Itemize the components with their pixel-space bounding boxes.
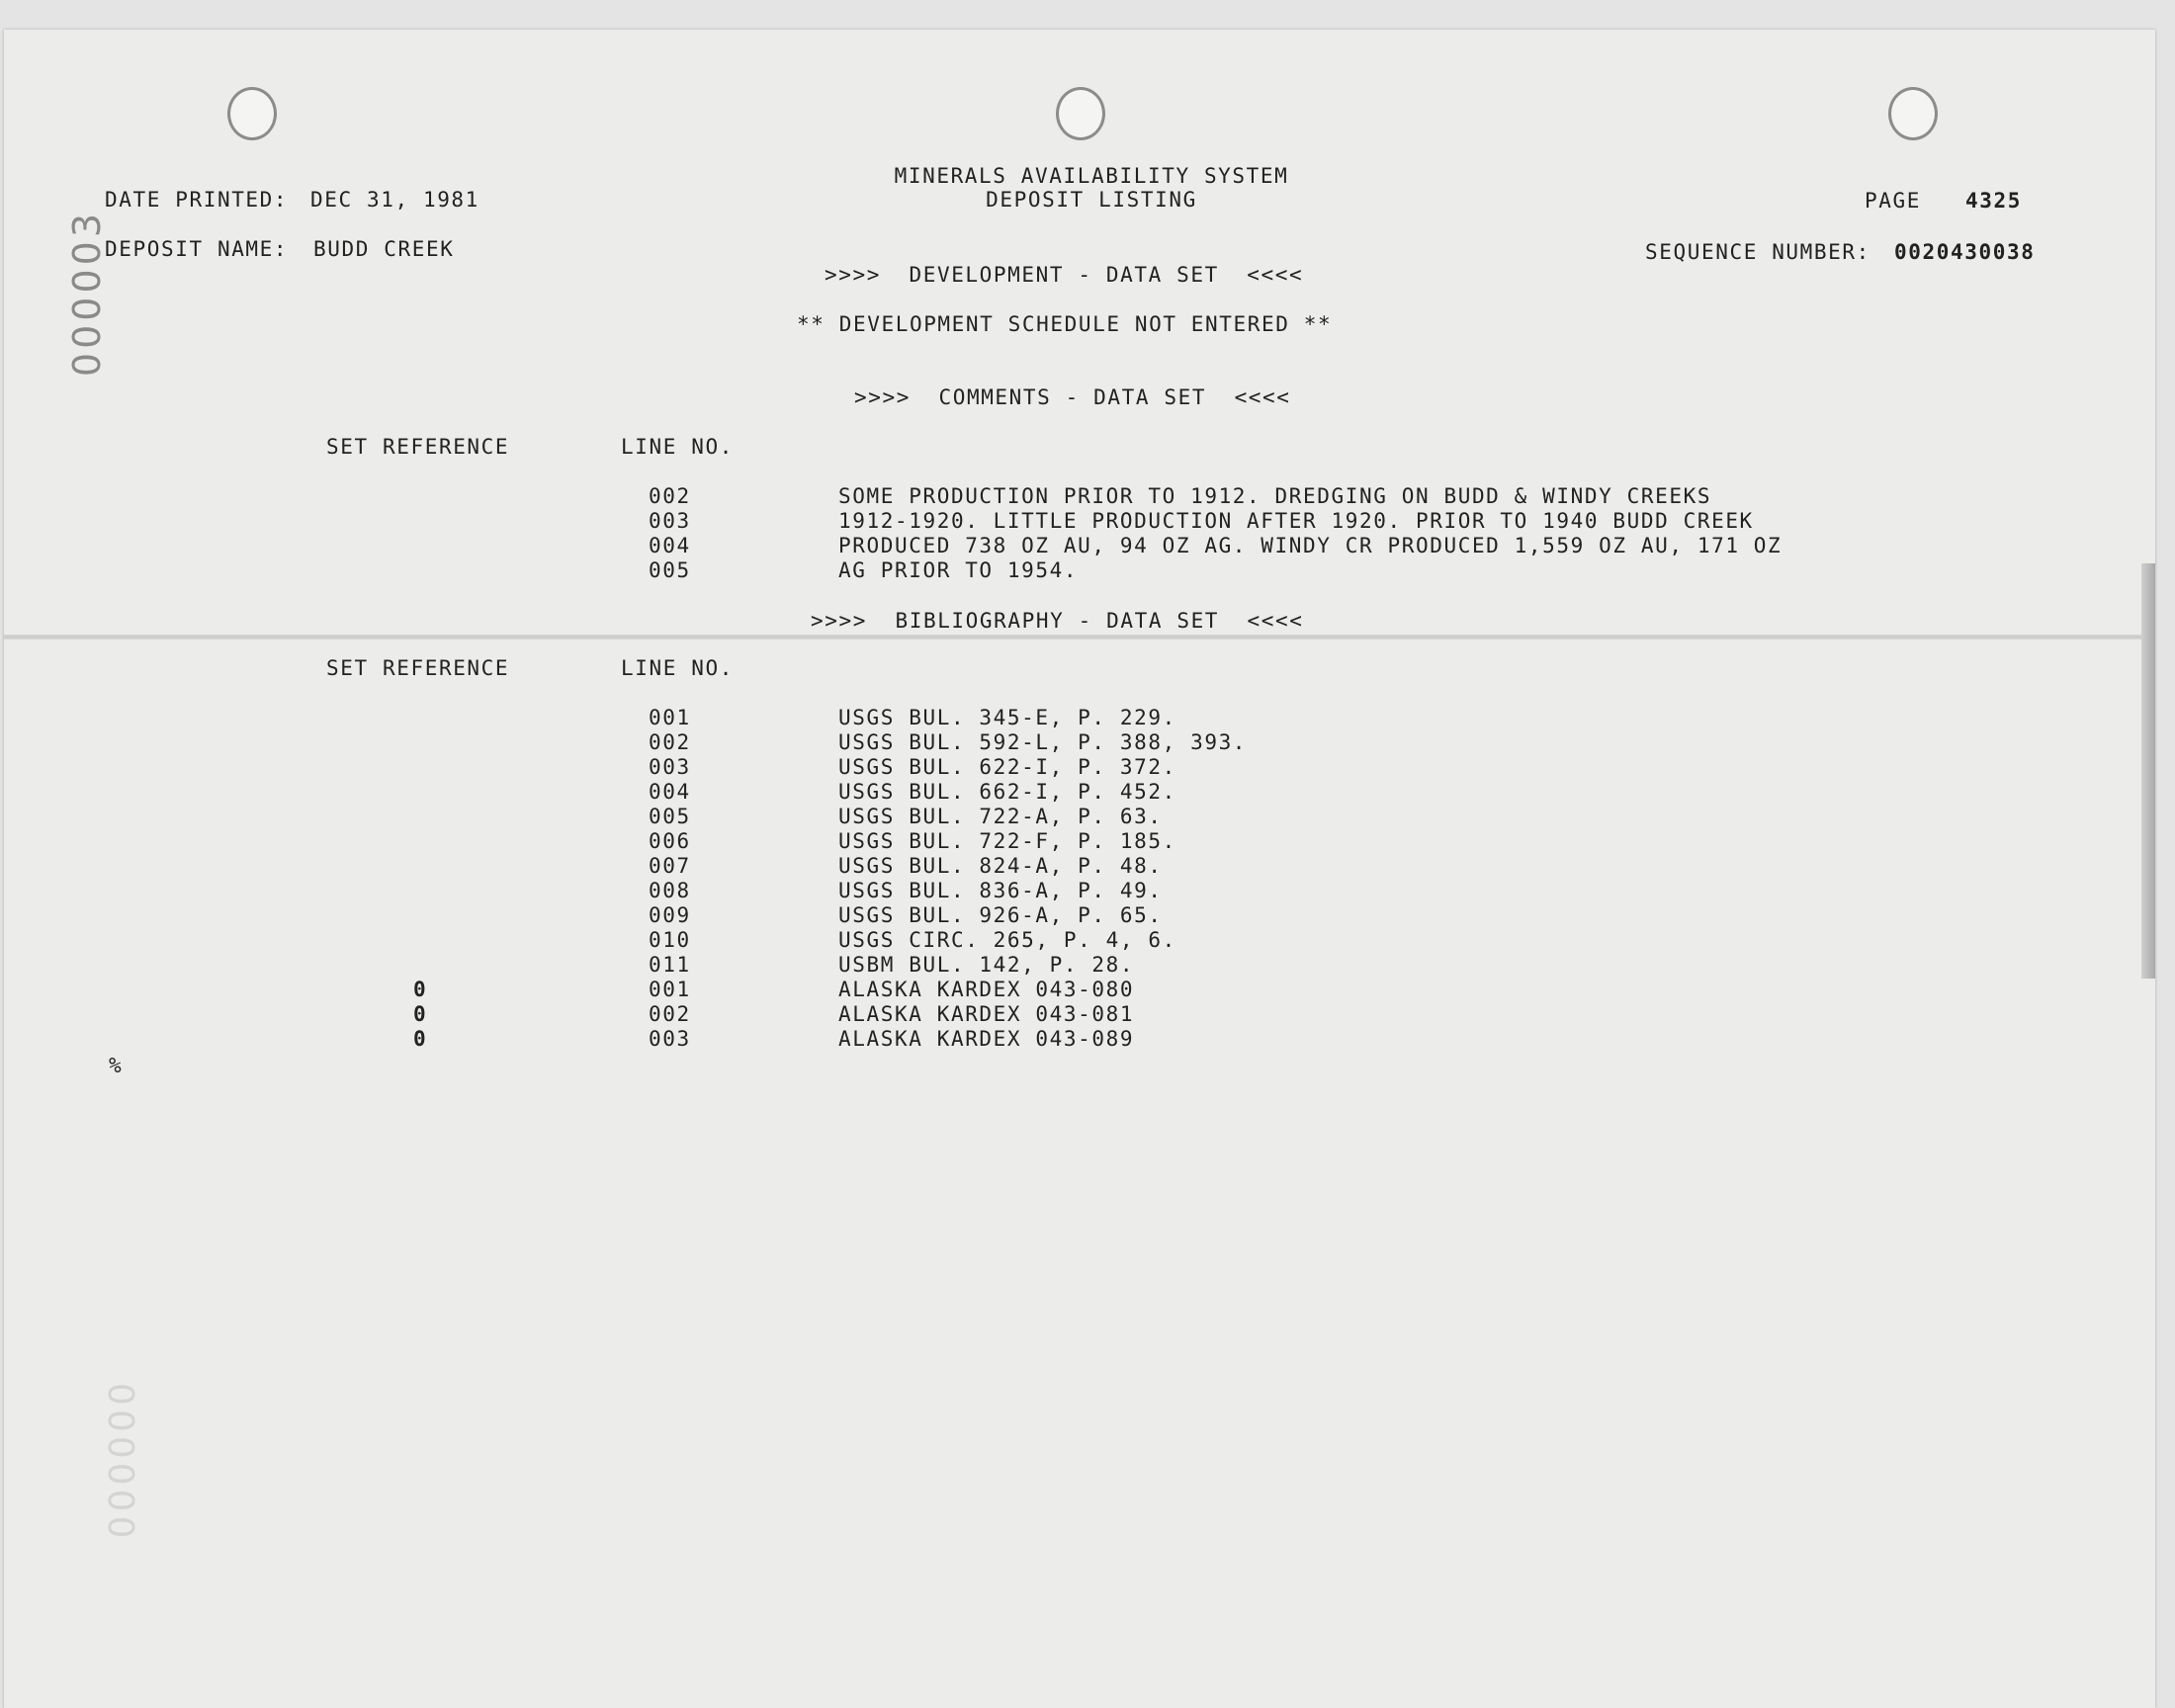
listing-title: DEPOSIT LISTING xyxy=(986,188,1197,212)
comments-col-line-no: LINE NO. xyxy=(621,435,734,459)
deposit-name-label: DEPOSIT NAME: xyxy=(105,237,289,261)
row-line-no: 009 xyxy=(649,903,691,927)
row-line-no: 002 xyxy=(649,1002,691,1026)
table-row xyxy=(4,780,2080,805)
row-line-no: 004 xyxy=(649,534,691,557)
row-line-no: 002 xyxy=(649,484,691,508)
row-text: USGS BUL. 592-L, P. 388, 393. xyxy=(838,730,1248,754)
comments-col-set-reference: SET REFERENCE xyxy=(326,435,510,459)
bibliography-heading: >>>> BIBLIOGRAPHY - DATA SET <<<< xyxy=(811,609,1304,633)
row-line-no: 002 xyxy=(649,730,691,754)
row-text: USGS BUL. 926-A, P. 65. xyxy=(838,903,1163,927)
row-text: USGS BUL. 622-I, P. 372. xyxy=(838,755,1176,779)
row-line-no: 003 xyxy=(649,509,691,533)
row-line-no: 008 xyxy=(649,879,691,902)
row-line-no: 003 xyxy=(649,1027,691,1051)
row-line-no: 006 xyxy=(649,829,691,853)
table-row xyxy=(4,484,2080,509)
row-line-no: 007 xyxy=(649,854,691,878)
table-row xyxy=(4,903,2080,928)
row-text: AG PRIOR TO 1954. xyxy=(838,558,1079,582)
bibliography-col-set-reference: SET REFERENCE xyxy=(326,656,510,680)
date-printed-value: DEC 31, 1981 xyxy=(310,188,479,212)
row-set-reference: 0 xyxy=(413,978,428,1001)
row-text: USGS BUL. 836-A, P. 49. xyxy=(838,879,1163,902)
table-row xyxy=(4,706,2080,730)
row-text: ALASKA KARDEX 043-080 xyxy=(838,978,1135,1001)
table-row xyxy=(4,805,2080,829)
punch-hole-left xyxy=(227,87,277,140)
sheet-edge-shadow xyxy=(2141,563,2155,979)
table-row xyxy=(4,978,2080,1002)
table-row xyxy=(4,928,2080,953)
development-note: ** DEVELOPMENT SCHEDULE NOT ENTERED ** xyxy=(797,312,1333,336)
row-line-no: 010 xyxy=(649,928,691,952)
row-text: PRODUCED 738 OZ AU, 94 OZ AG. WINDY CR PRODUCED 1,559 OZ AU, 171 OZ xyxy=(838,534,1783,557)
row-line-no: 001 xyxy=(649,706,691,729)
row-text: USGS BUL. 662-I, P. 452. xyxy=(838,780,1176,804)
page-number-stamp: 000003 xyxy=(65,210,109,378)
row-text: USGS BUL. 824-A, P. 48. xyxy=(838,854,1163,878)
sequence-value: 0020430038 xyxy=(1894,240,2036,264)
table-row xyxy=(4,755,2080,780)
end-marker: % xyxy=(109,1054,124,1077)
date-printed-label: DATE PRINTED: xyxy=(105,188,289,212)
row-line-no: 005 xyxy=(649,805,691,828)
printout-sheet xyxy=(4,30,2155,1708)
row-text: USGS BUL. 345-E, P. 229. xyxy=(838,706,1176,729)
comments-heading: >>>> COMMENTS - DATA SET <<<< xyxy=(854,385,1291,409)
system-title: MINERALS AVAILABILITY SYSTEM xyxy=(894,164,1289,188)
development-heading: >>>> DEVELOPMENT - DATA SET <<<< xyxy=(825,263,1304,287)
sequence-label: SEQUENCE NUMBER: xyxy=(1645,240,1870,264)
page-value: 4325 xyxy=(1965,189,2022,213)
row-text: USGS BUL. 722-F, P. 185. xyxy=(838,829,1176,853)
row-text: ALASKA KARDEX 043-081 xyxy=(838,1002,1135,1026)
row-line-no: 004 xyxy=(649,780,691,804)
punch-hole-right xyxy=(1888,87,1938,140)
table-row xyxy=(4,1027,2080,1052)
punch-hole-center xyxy=(1056,87,1105,140)
comments-table xyxy=(4,484,2080,583)
row-line-no: 005 xyxy=(649,558,691,582)
page-label: PAGE xyxy=(1865,189,1921,213)
row-set-reference: 0 xyxy=(413,1027,428,1051)
row-line-no: 001 xyxy=(649,978,691,1001)
table-row xyxy=(4,953,2080,978)
faint-bleed-stamp: 000000 xyxy=(103,1379,143,1539)
row-line-no: 003 xyxy=(649,755,691,779)
row-line-no: 011 xyxy=(649,953,691,977)
table-row xyxy=(4,534,2080,558)
row-text: USGS CIRC. 265, P. 4, 6. xyxy=(838,928,1176,952)
table-row xyxy=(4,1002,2080,1027)
row-text: ALASKA KARDEX 043-089 xyxy=(838,1027,1135,1051)
table-row xyxy=(4,509,2080,534)
row-text: SOME PRODUCTION PRIOR TO 1912. DREDGING ON BUDD & WINDY CREEKS xyxy=(838,484,1712,508)
bibliography-col-line-no: LINE NO. xyxy=(621,656,734,680)
bibliography-table xyxy=(4,706,2080,1052)
row-text: USGS BUL. 722-A, P. 63. xyxy=(838,805,1163,828)
table-row xyxy=(4,879,2080,903)
table-row xyxy=(4,558,2080,583)
row-set-reference: 0 xyxy=(413,1002,428,1026)
deposit-name-value: BUDD CREEK xyxy=(313,237,455,261)
fold-crease xyxy=(4,635,2155,640)
table-row xyxy=(4,829,2080,854)
row-text: USBM BUL. 142, P. 28. xyxy=(838,953,1135,977)
row-text: 1912-1920. LITTLE PRODUCTION AFTER 1920. PRIOR TO 1940 BUDD CREEK xyxy=(838,509,1754,533)
table-row xyxy=(4,730,2080,755)
table-row xyxy=(4,854,2080,879)
